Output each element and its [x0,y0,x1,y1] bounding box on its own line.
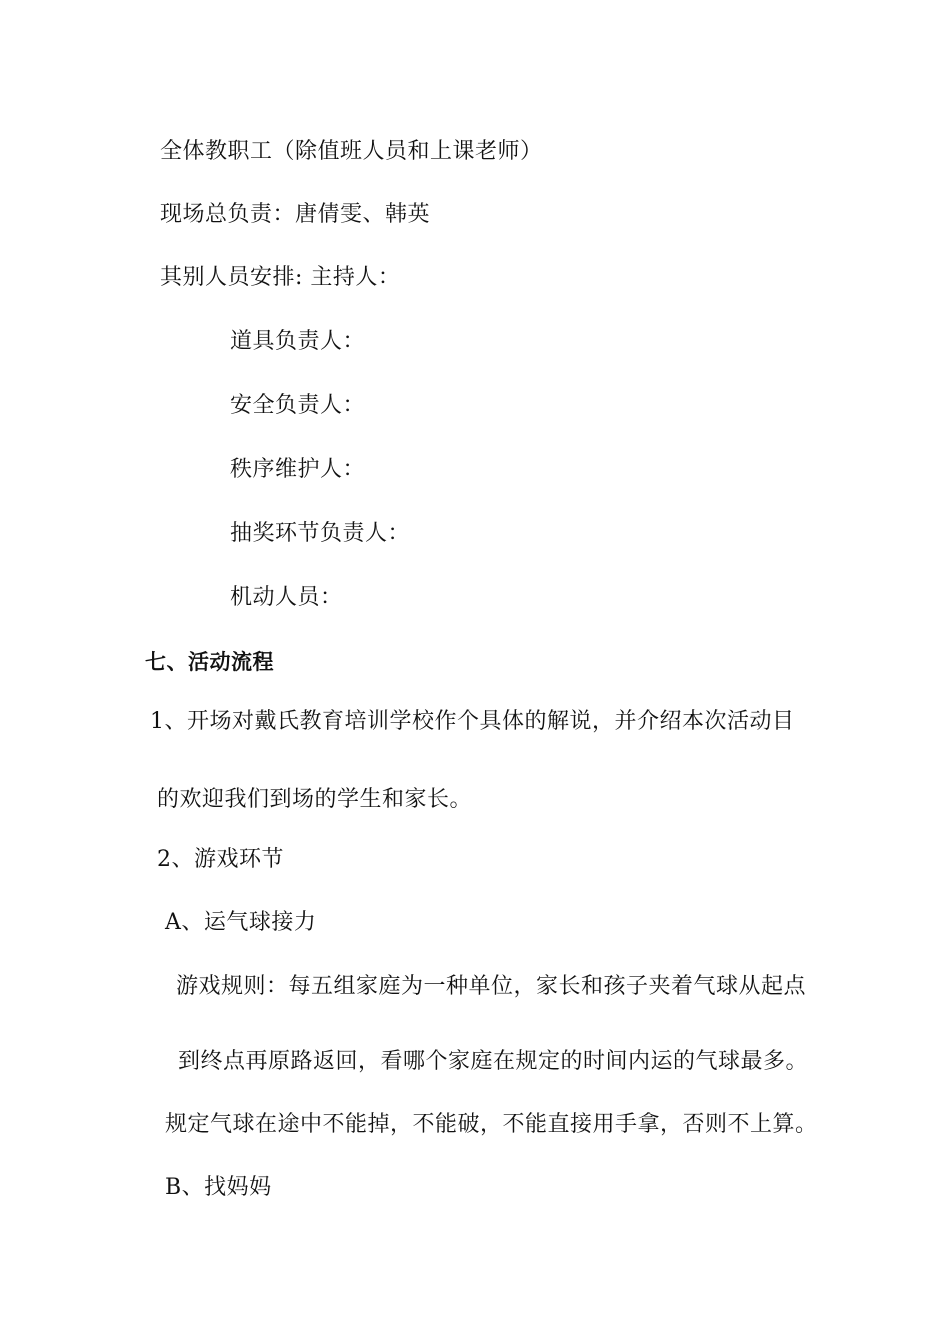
game-b-title: B、找妈妈 [165,1175,272,1200]
role-order-keeper: 秩序维护人： [230,457,366,482]
game-a-title: A、运气球接力 [165,910,317,935]
staff-line: 全体教职工（除值班人员和上课老师） [160,139,543,164]
section-heading: 七、活动流程 [145,650,274,674]
game-a-rules-line2: 到终点再原路返回，看哪个家庭在规定的时间内运的气球最多。 [178,1049,809,1074]
game-a-rules-line3: 规定气球在途中不能掉，不能破，不能直接用手拿，否则不上算。 [165,1112,818,1137]
role-props-lead: 道具负责人： [230,329,366,354]
role-lottery-lead: 抽奖环节负责人： [230,521,411,546]
role-standby-staff: 机动人员： [230,585,343,610]
step1-line1: 1、开场对戴氏教育培训学校作个具体的解说，并介绍本次活动目 [150,709,795,734]
game-a-rules-line1: 游戏规则：每五组家庭为一种单位，家长和孩子夹着气球从起点 [176,974,807,999]
other-staff-line: 其别人员安排: 主持人： [160,265,401,290]
step1-line2: 的欢迎我们到场的学生和家长。 [157,787,473,812]
step2-title: 2、游戏环节 [157,847,284,872]
onsite-lead-line: 现场总负责：唐倩雯、韩英 [160,202,431,227]
role-safety-lead: 安全负责人： [230,393,366,418]
